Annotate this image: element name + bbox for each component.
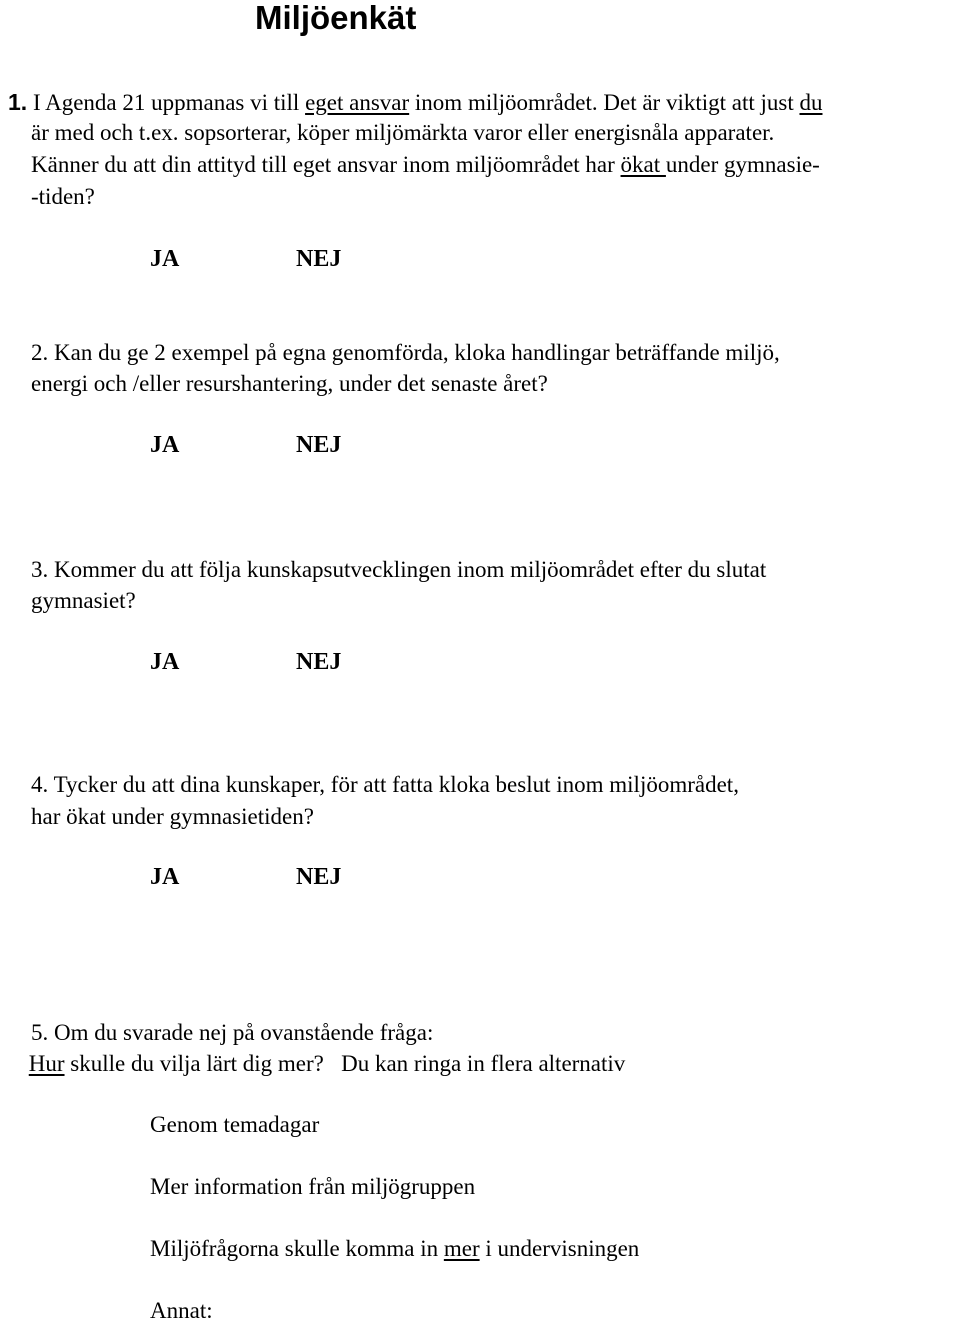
q1-line3	[31, 149, 820, 181]
q1-number: 1	[8, 89, 21, 115]
q1-yes-option[interactable]: JA	[150, 246, 180, 272]
q1-no-option[interactable]: NEJ	[296, 246, 342, 272]
q5-option-temadagar[interactable]: Genom temadagar	[150, 1112, 320, 1137]
q1-line1-text-b: inom miljöområdet. Det är viktigt att just	[409, 90, 800, 115]
q5-line2	[23, 1048, 625, 1080]
q1-dot: .	[20, 89, 28, 115]
q5-underline-mer: mer	[443, 1236, 480, 1261]
q2-line1: 2. Kan du ge 2 exempel på egna genomförda, kloka handlingar beträffande miljö,	[31, 340, 780, 365]
q1-underline-okat: ökat	[620, 152, 666, 177]
q1-underline-du: du	[799, 90, 823, 115]
q3-no-option[interactable]: NEJ	[296, 649, 342, 675]
q1-line4: -tiden?	[31, 184, 95, 209]
q1-line1-text-a: I Agenda 21 uppmanas vi till	[27, 90, 306, 115]
q2-yes-option[interactable]: JA	[150, 432, 180, 458]
q4-line2: har ökat under gymnasietiden?	[31, 804, 314, 829]
q1-line3-text-b: under gymnasie-	[665, 152, 820, 177]
q5-line2-text-a: skulle du vilja lärt dig mer?	[64, 1051, 324, 1076]
q3-yes-option[interactable]: JA	[150, 649, 180, 675]
q4-yes-option[interactable]: JA	[150, 864, 180, 890]
q5-option-annat[interactable]: Annat:	[150, 1298, 213, 1323]
q4-no-option[interactable]: NEJ	[296, 864, 342, 890]
q1-underline-eget-ansvar: eget ansvar	[305, 90, 410, 115]
q5-option3-text-a: Miljöfrågorna skulle komma in	[150, 1236, 444, 1261]
q2-line2: energi och /eller resurshantering, under det senaste året?	[31, 371, 548, 396]
q3-line1: 3. Kommer du att följa kunskapsutvecklingen inom miljöområdet efter du slutat	[31, 557, 767, 582]
q5-option3-text-b: i undervisningen	[479, 1236, 640, 1261]
q1-line1	[8, 86, 822, 119]
q1-line3-text-a: Känner du att din attityd till eget ansvar inom miljöområdet har	[31, 152, 621, 177]
q5-line2-text-b: Du kan ringa in flera alternativ	[341, 1051, 626, 1076]
q4-line1: 4. Tycker du att dina kunskaper, för att fatta kloka beslut inom miljöområdet,	[31, 772, 739, 797]
page-title: Miljöenkät	[255, 0, 417, 36]
q5-option-undervisningen[interactable]	[150, 1234, 639, 1264]
q2-no-option[interactable]: NEJ	[296, 432, 342, 458]
q5-underline-hur: Hur	[28, 1051, 65, 1076]
q3-line2: gymnasiet?	[31, 588, 136, 613]
q1-line2: är med och t.ex. sopsorterar, köper miljömärkta varor eller energisnåla apparater.	[31, 120, 775, 145]
q5-option-miljogruppen[interactable]: Mer information från miljögruppen	[150, 1174, 476, 1199]
q5-line1: 5. Om du svarade nej på ovanstående fråga:	[31, 1020, 434, 1045]
